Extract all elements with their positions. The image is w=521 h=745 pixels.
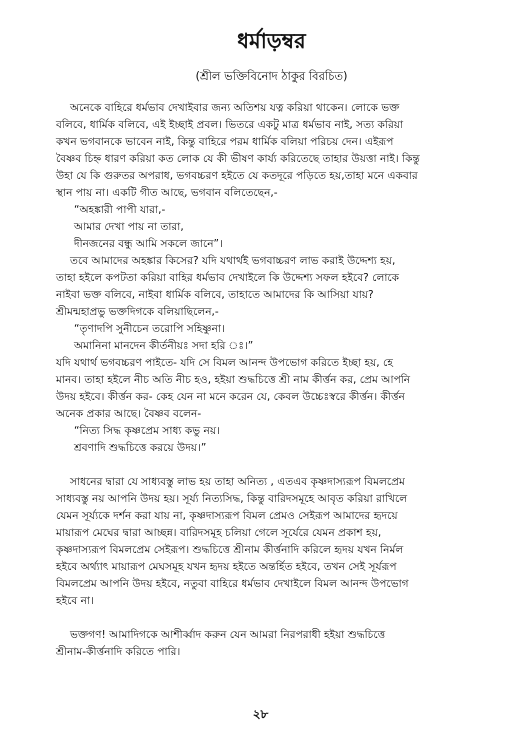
text-line: হইবে না। [56, 595, 94, 607]
verse-line: শ্রবণাদি শুদ্ধচিত্তে করয়ে উদয়।” [74, 442, 207, 454]
text-line: স্থান পায় না। একটি গীত আছে, ভগবান বলিতেছেন,- [56, 187, 278, 199]
verse-line: “তৃণাদপি সুনীচেন তরোপি সহিষ্ণুনা। [74, 323, 225, 335]
verse-line: অমানিনা মানদেন কীর্তনীয়ঃ সদা হরি ঃ।” [74, 340, 254, 352]
text-line: কৃষ্ণদাস্যরূপ বিমলপ্রেম সেইরূপ। শুদ্ধচিত্তে শ্রীনাম কীর্ত্তনাদি করিলে হৃদয় যখন নির্মল [56, 544, 404, 556]
text-line: নাইবা ভক্ত বলিবে, নাইবা ধার্মিক বলিবে, তাহাতে আমাদের কি আসিয়া যায়? [56, 289, 374, 301]
text-line: শ্রীমন্মহাপ্রভু ভক্তদিগকে বলিয়াছিলেন,- [56, 306, 219, 318]
text-line: সাধনের দ্বারা যে সাধ্যবস্তু লাভ হয় তাহা অনিত্য , এতএব কৃষ্ণদাস্যরূপ বিমলপ্রেম [70, 476, 405, 488]
text-line: বলিবে, ধার্মিক বলিবে, এই ইচ্ছাই প্রবল। ভিতরে একটু মাত্র ধর্মভাব নাই, সত্য করিয়া [56, 119, 404, 131]
text-line: বৈষ্ণব চিহ্ন ধারণ করিয়া কত লোক যে কী ভীষণ কার্য্য করিতেছে তাহার উয়ত্তা নাই। কিন্তু [56, 153, 420, 165]
paragraph-4 [56, 474, 487, 610]
text-line: কখন ভগবানকে ভাবেন নাই, কিন্তু বাহিরে পরম ধার্মিক বলিয়া পরিচয় দেন। এইরূপ [56, 136, 394, 148]
paragraph-2 [56, 253, 487, 321]
page-title: ধর্মাড়ম্বর [237, 29, 306, 53]
verse-line: “নিত্য সিদ্ধ কৃষ্ণপ্রেম সাধ্য কভু নয়। [74, 425, 220, 437]
text-line: উদয় হইবে। কীর্ত্তন কর- কেহ যেন না মনে করেন যে, কেবল উচ্চেঃস্বরে কীর্ত্তন। কীর্ত্তন [56, 391, 405, 403]
paragraph-1 [56, 100, 487, 202]
text-line: সাধ্যবস্তু নয় আপনি উদয় হয়। সূর্য্য নিত্যসিদ্ধ, কিন্তু বারিদসমূহে আবৃত করিয়া রাখিলে [56, 493, 408, 505]
text-line: অনেক প্রকার আছে। বৈষ্ণব বলেন- [56, 408, 202, 420]
verse-line: দীনজনের বন্ধু আমি সকলে জানে”। [74, 238, 223, 250]
text-line: যদি যথার্থ ভগবচ্চরণ পাইতে- যদি সে বিমল আনন্দ উপভোগ করিতে ইচ্ছা হয়, হে [56, 357, 393, 369]
paragraph-3 [56, 355, 487, 423]
text-line: তাহা হইলে কপটতা করিয়া বাহির ধর্মভাব দেখাইলে কি উদ্দেশ্য সফল হইবে? লোকে [56, 272, 400, 284]
text-line: উহা যে কি গুরুতর অপরাধ, ভগবচ্চরণ হইতে যে কতদূরে পড়িতে হয়,তাহা মনে একবার [56, 170, 418, 182]
text-line: অনেকে বাহিরে ধর্মভাব দেখাইবার জন্য অতিশয় যত্ন করিয়া থাকেন। লোকে ভক্ত [70, 102, 400, 114]
text-line: যেমন সূর্য্যকে দর্শন করা যায় না, কৃষ্ণদাস্যরূপ বিমল প্রেমও সেইরূপ আমাদের হৃদয়ে [56, 510, 398, 522]
text-line: ভক্তগণ! আমাদিগকে আশীর্ব্বাদ করুন যেন আমরা নিরপরাধী হইয়া শুদ্ধচিত্তে [70, 629, 386, 641]
verse-quote-2 [56, 321, 487, 355]
verse-line: আমার দেখা পায় না তারা, [74, 221, 184, 233]
verse-line: “অহঙ্কারী পাপী যারা,- [74, 204, 166, 216]
text-line: শ্রীনাম-কীর্ত্তনাদি করিতে পারি। [56, 646, 181, 658]
text-line: মানব। তাহা হইলে নীচ অতি নীচ হও, হইয়া শুদ্ধচিত্তে শ্রী নাম কীর্ত্তন কর, প্রেম আপনি [56, 374, 411, 386]
verse-quote-1 [56, 202, 487, 253]
text-line: বিমলপ্রেম আপনি উদয় হইবে, নতুবা বাহিরে ধর্মভাব দেখাইলে বিমল আনন্দ উপভোগ [56, 578, 409, 590]
page-number: ২৮ [252, 707, 269, 721]
text-line: মায়ারূপ মেঘের দ্বারা আচ্ছন্ন। বারিদসমূহ চলিয়া গেলে সূর্যেরে যেমন প্রকাশ হয়, [56, 527, 382, 539]
text-line: তবে আমাদের অহঙ্কার কিসের? যদি যথার্থই ভগবাচ্চরণ লাভ করাই উদ্দেশ্য হয়, [70, 255, 396, 267]
text-line: হইবে অর্থ্যাৎ মায়ারূপ মেঘসমূহ যখন হৃদয় হইতে অন্তর্হিত হইবে, তখন সেই সূর্যরূপ [56, 561, 397, 573]
author-subtitle: (শ্রীল ভক্তিবিনোদ ঠাকুর বিরচিত) [195, 69, 348, 83]
verse-quote-3 [56, 423, 487, 457]
paragraph-5 [56, 627, 487, 661]
